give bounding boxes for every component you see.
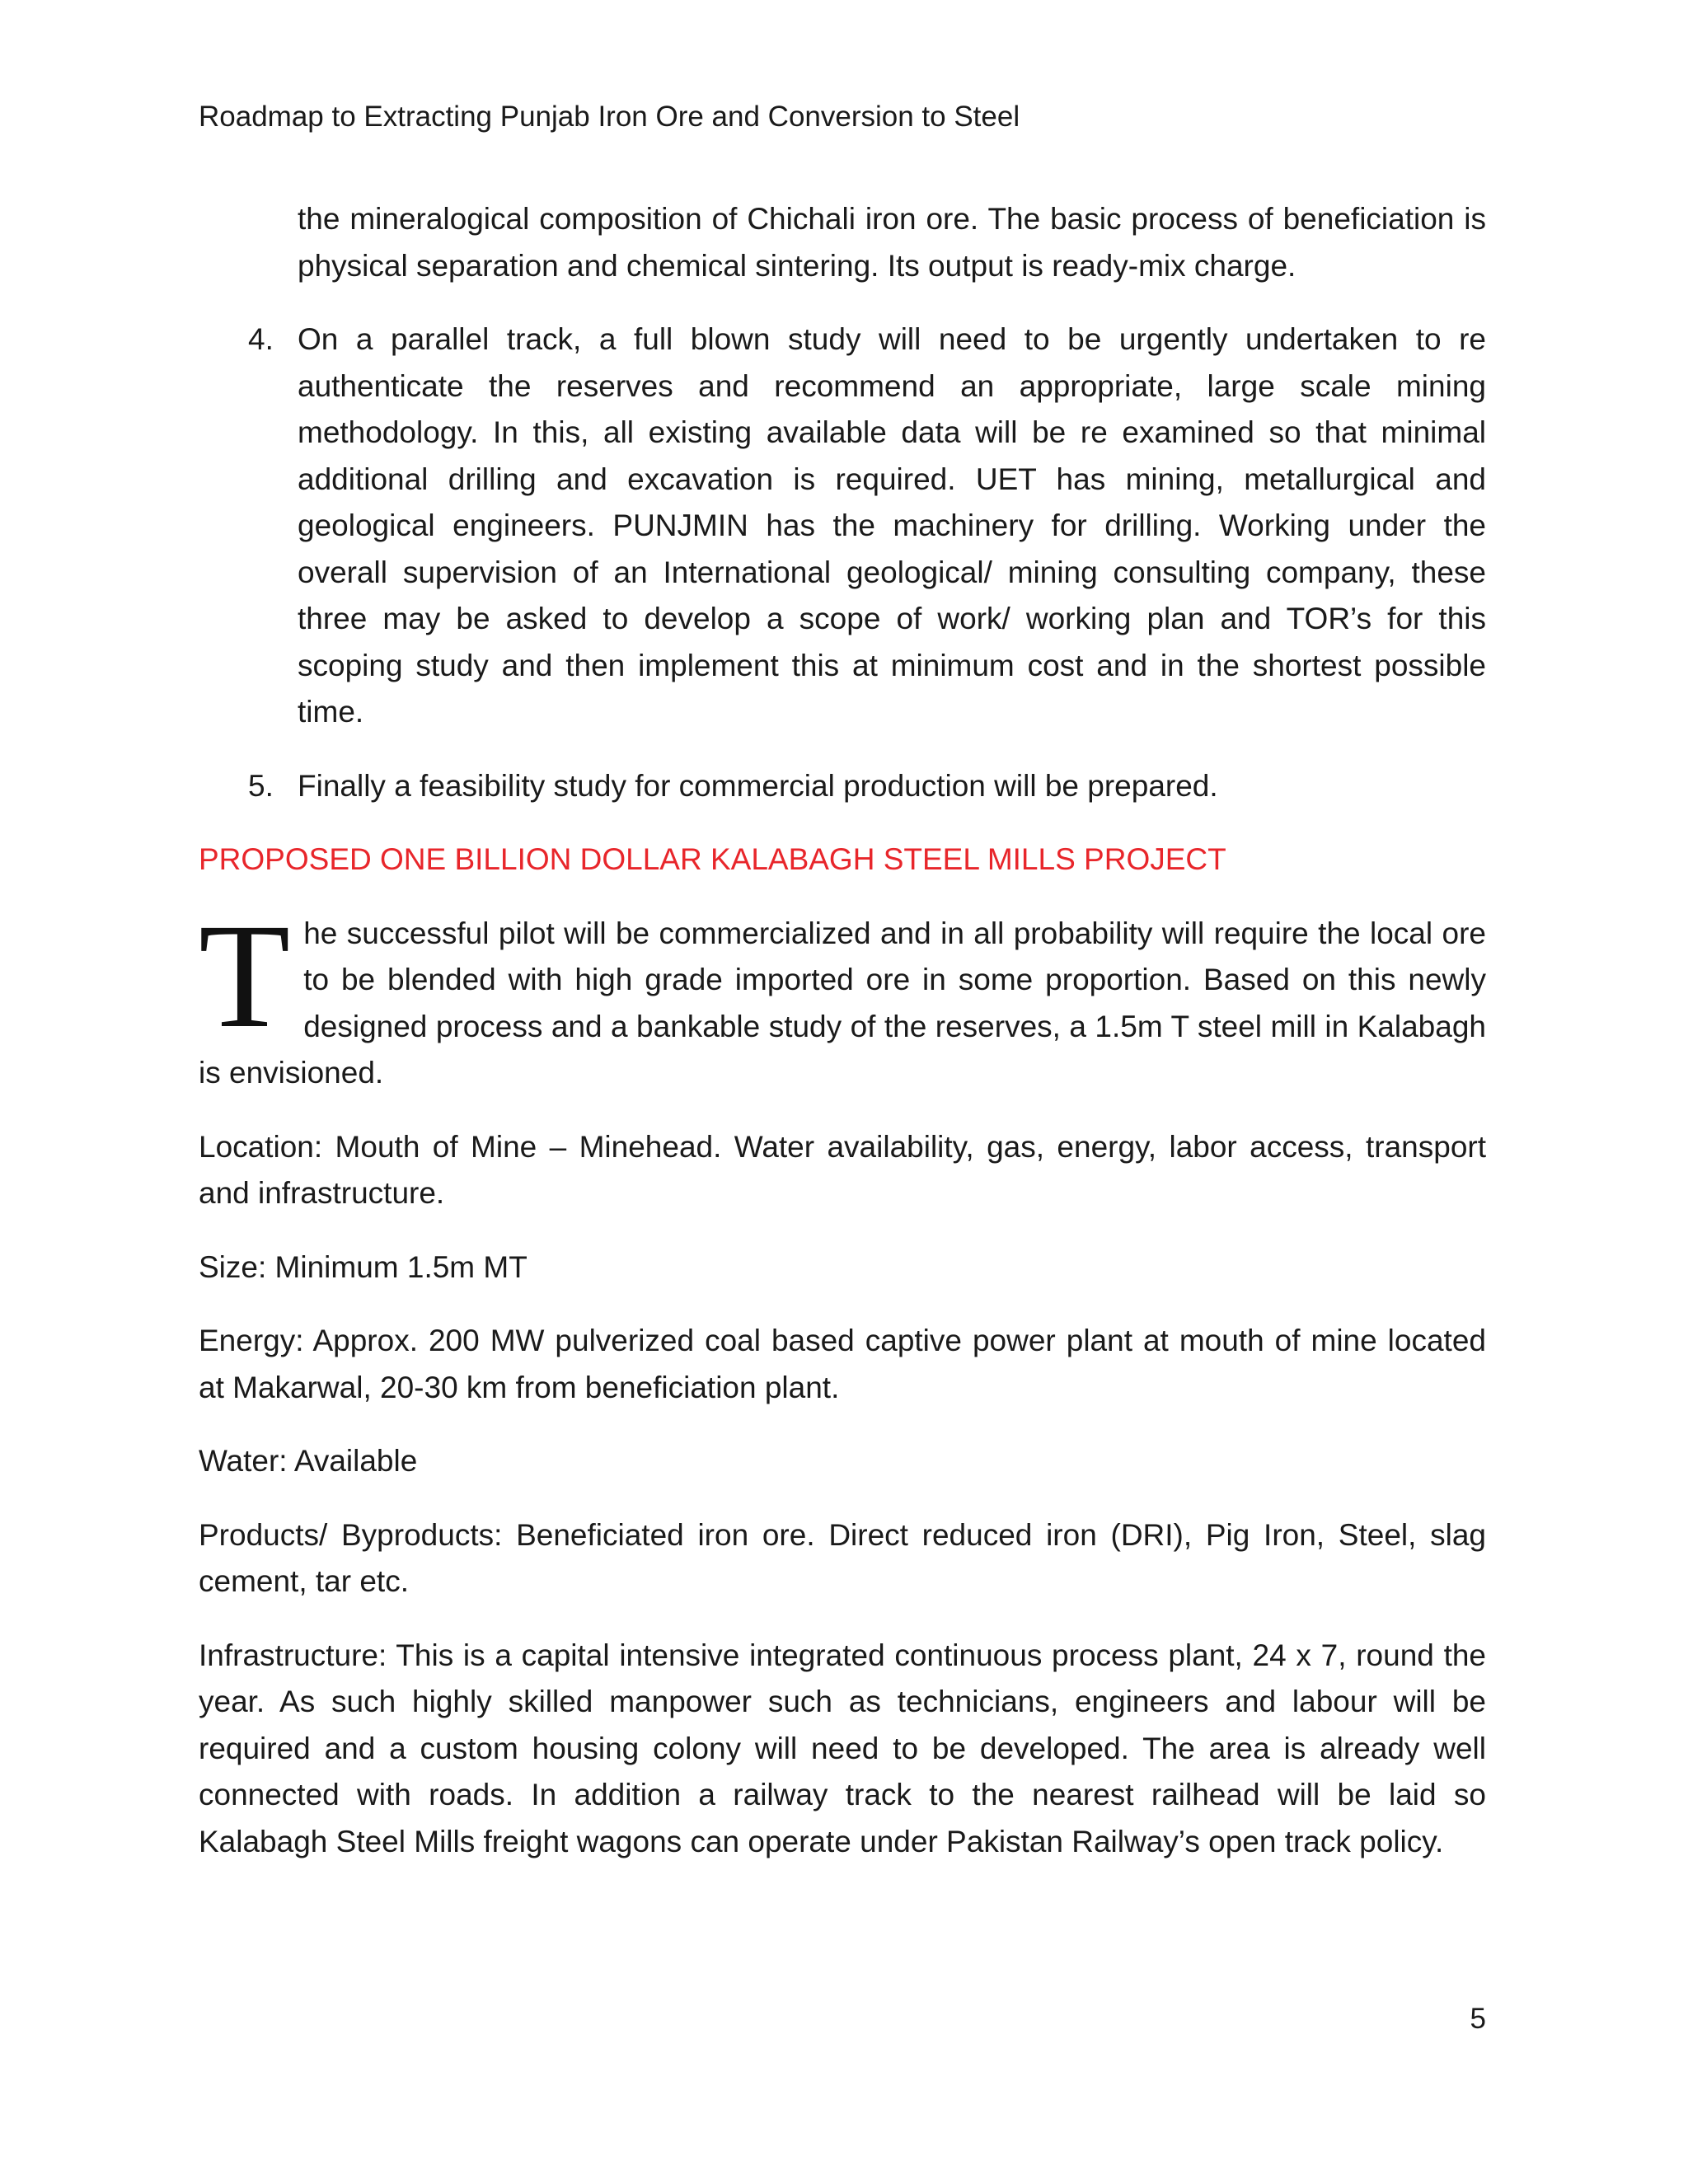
list-item-text: On a parallel track, a full blown study will need to be urgently undertaken to re authenticate the reserves and recommend an appropriate, large scale mining methodology. In this, all existing available data will be re examined so that minimal additional drilling and excavation is required. UET has mining, metallurgical and geological engineers. PUNJMIN has the machinery for drilling. Working under the overall supervision of an International geological/ mining consulting company, these three may be asked to develop a scope of work/ working plan and TOR’s for this scoping study and then implement this at minimum cost and in the shortest possible time. [298,322,1486,729]
running-header: Roadmap to Extracting Punjab Iron Ore and Conversion to Steel [199,101,1020,133]
energy-paragraph: Energy: Approx. 200 MW pulverized coal based captive power plant at mouth of mine located at Makarwal, 20-30 km from beneficiation plant. [199,1324,1486,1404]
products-paragraph: Products/ Byproducts: Beneficiated iron ore. Direct reduced iron (DRI), Pig Iron, Steel, slag cement, tar etc. [199,1517,1486,1598]
drop-cap: T [199,893,291,1059]
list-number: 4. [248,322,274,356]
continued-paragraph: the mineralogical composition of Chichali iron ore. The basic process of beneficiation is physical separation and chemical sintering. Its output is ready-mix charge. [298,202,1486,283]
intro-paragraph [199,893,1486,1097]
section-heading: PROPOSED ONE BILLION DOLLAR KALABAGH STEEL MILLS PROJECT [199,842,1226,876]
list-item-text: Finally a feasibility study for commercial production will be prepared. [298,768,1218,803]
page-number: 5 [1470,2003,1486,2035]
intro-paragraph-text: he successful pilot will be commercialized and in all probability will require the local ore to be blended with high grade imported ore in some proportion. Based on this newly designed process and a bankable study of the reserves, a 1.5m T steel mill in Kalabagh is envisioned. [199,916,1486,1090]
infrastructure-paragraph: Infrastructure: This is a capital intensive integrated continuous process plant, 24 x 7, round the year. As such highly skilled manpower such as technicians, engineers and labour will be required and a custom housing colony will need to be developed. The area is already well connected with roads. In addition a railway track to the nearest railhead will be laid so Kalabagh Steel Mills freight wagons can operate under Pakistan Railway’s open track policy. [199,1638,1486,1858]
size-paragraph: Size: Minimum 1.5m MT [199,1249,528,1284]
water-paragraph: Water: Available [199,1444,418,1478]
location-paragraph: Location: Mouth of Mine – Minehead. Water availability, gas, energy, labor access, transport and infrastructure. [199,1129,1486,1210]
page-content [199,196,1486,1892]
list-number: 5. [248,768,274,803]
list-item-5 [248,763,1486,810]
list-item-4 [248,316,1486,736]
